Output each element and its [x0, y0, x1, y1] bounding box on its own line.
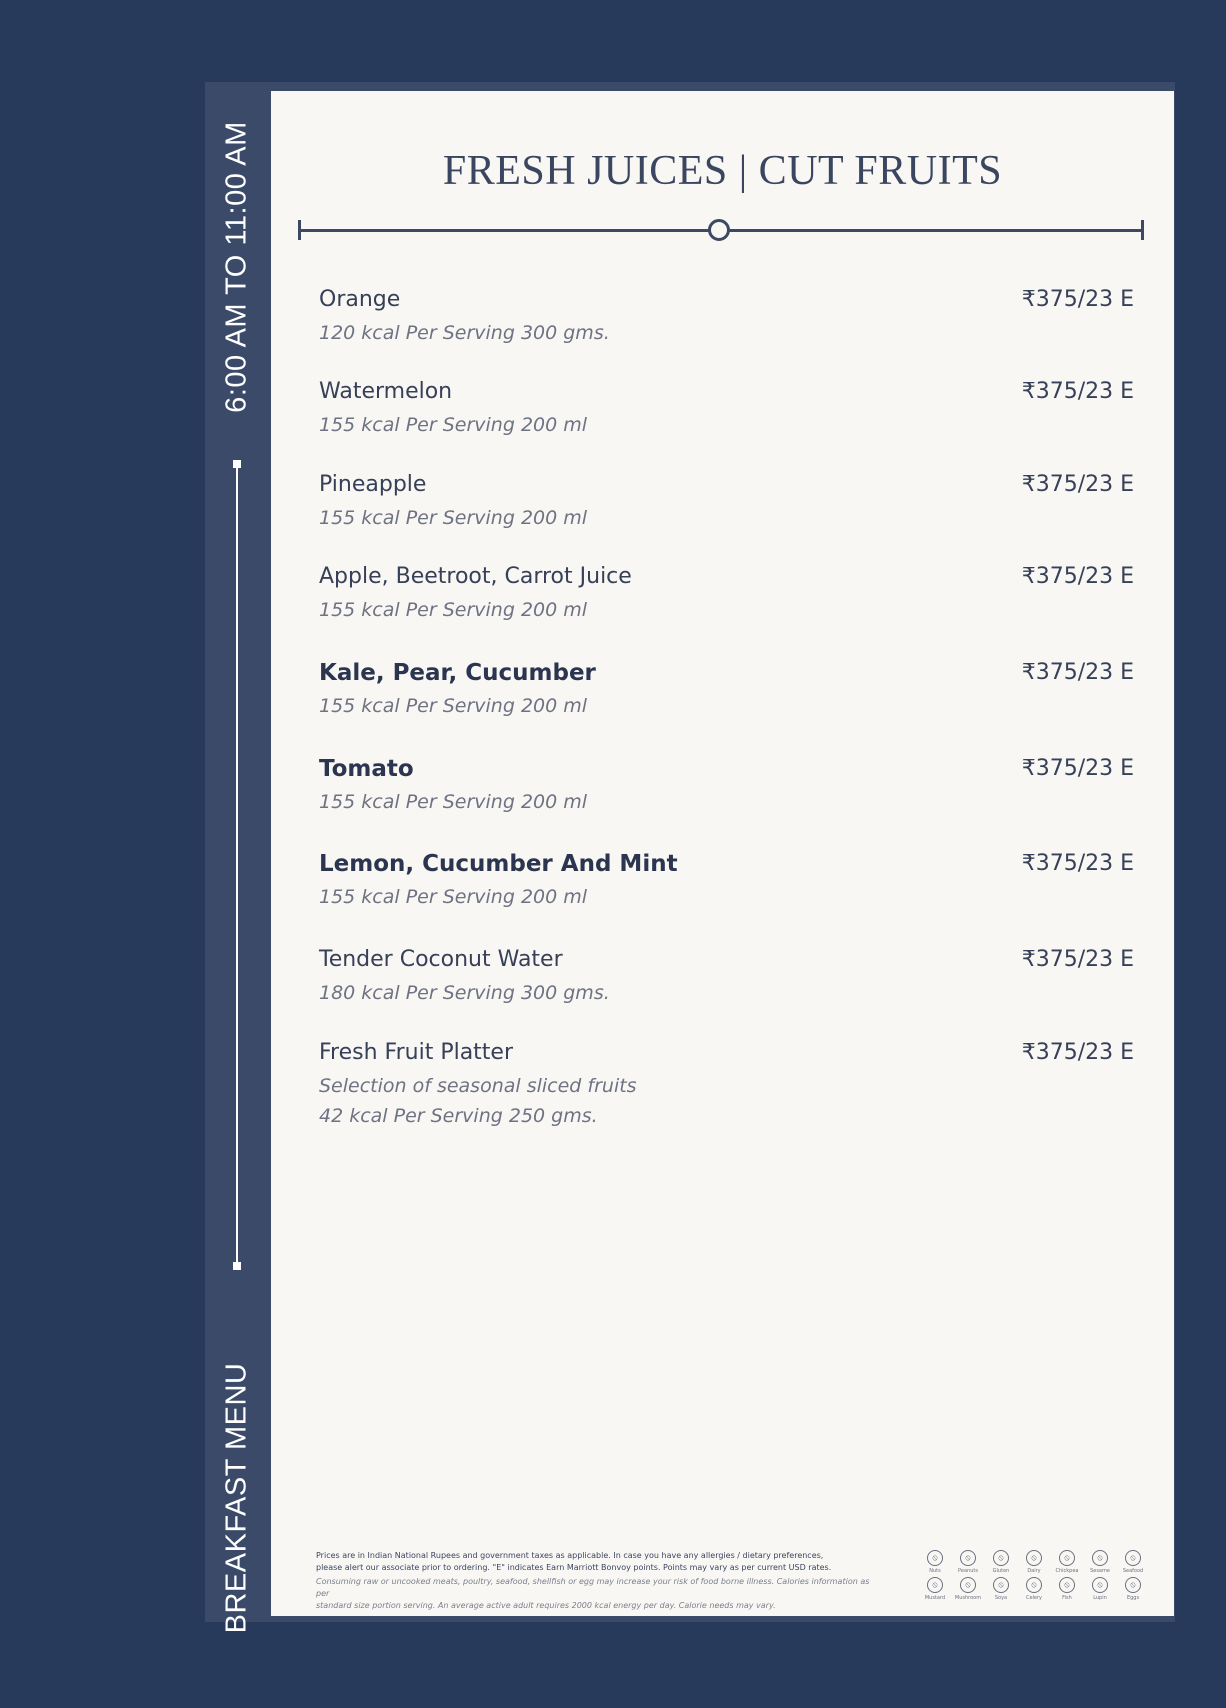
- item-price: ₹375/23 E: [1021, 756, 1134, 781]
- allergen-label: Seafood: [1122, 1568, 1144, 1574]
- allergen-item: [1020, 1550, 1048, 1574]
- item-name: Lemon, Cucumber And Mint: [319, 851, 678, 877]
- nuts-icon: ⦸: [927, 1550, 943, 1566]
- item-name: Tomato: [319, 756, 414, 782]
- item-name: Kale, Pear, Cucumber: [319, 660, 596, 686]
- sidebar-divider: [236, 467, 238, 1269]
- allergen-item: [1119, 1577, 1147, 1601]
- item-price: ₹375/23 E: [1021, 660, 1134, 685]
- dairy-icon: ⦸: [1026, 1550, 1042, 1566]
- footer-line: Prices are in Indian National Rupees and government taxes as applicable. In case you have any allergies / dietary preferences,: [316, 1551, 824, 1560]
- page-title: FRESH JUICES | CUT FRUITS: [442, 148, 1003, 194]
- item-price: ₹375/23 E: [1021, 851, 1134, 876]
- allergen-label: Mushroom: [954, 1595, 982, 1601]
- celery-icon: ⦸: [1026, 1577, 1042, 1593]
- mustard-icon: ⦸: [927, 1577, 943, 1593]
- menu-page: [271, 91, 1174, 1616]
- item-description: 120 kcal Per Serving 300 gms.: [319, 322, 610, 344]
- item-description: 155 kcal Per Serving 200 ml: [319, 507, 588, 529]
- lupin-icon: ⦸: [1092, 1577, 1108, 1593]
- item-name: Watermelon: [319, 379, 453, 404]
- allergen-item: [1020, 1577, 1048, 1601]
- allergen-label: Chickpea: [1055, 1568, 1079, 1574]
- menu-label: BREAKFAST MENU: [220, 1362, 253, 1634]
- service-hours: 6:00 AM TO 11:00 AM: [220, 121, 253, 413]
- item-description: Selection of seasonal sliced fruits: [319, 1075, 637, 1097]
- item-price: ₹375/23 E: [1021, 564, 1134, 589]
- footer-line: standard size portion serving. An average active adult requires 2000 kcal energy per day. Calorie needs may vary.: [316, 1601, 776, 1610]
- item-name: Tender Coconut Water: [319, 947, 563, 972]
- item-price: ₹375/23 E: [1021, 379, 1134, 404]
- allergen-item: [954, 1550, 982, 1574]
- allergen-item: [954, 1577, 982, 1601]
- item-name: Orange: [319, 287, 401, 312]
- item-description: 155 kcal Per Serving 200 ml: [319, 791, 588, 813]
- chickpea-icon: ⦸: [1059, 1550, 1075, 1566]
- peanuts-icon: ⦸: [960, 1550, 976, 1566]
- allergen-item: [1053, 1550, 1081, 1574]
- sidebar-line-cap-bottom: [233, 1262, 241, 1270]
- item-name: Apple, Beetroot, Carrot Juice: [319, 564, 632, 589]
- allergen-label: Celery: [1025, 1595, 1043, 1601]
- menu-item-lemon-cucumber-mint: [319, 850, 1134, 912]
- footer-line: Consuming raw or uncooked meats, poultry, seafood, shellfish or egg may increase your risk of food borne illness. Calories information as per: [316, 1577, 870, 1598]
- menu-item-tender-coconut-water: [319, 946, 1134, 1008]
- item-description: 155 kcal Per Serving 200 ml: [319, 886, 588, 908]
- item-price: ₹375/23 E: [1021, 472, 1134, 497]
- sidebar: [205, 82, 271, 1634]
- soya-icon: ⦸: [993, 1577, 1009, 1593]
- title-divider: [298, 219, 1144, 241]
- allergen-label: Nuts: [929, 1568, 941, 1574]
- allergen-item: [987, 1577, 1015, 1601]
- menu-item-kale-pear-cucumber: [319, 659, 1134, 721]
- divider-cap-left: [298, 220, 301, 240]
- item-price: ₹375/23 E: [1021, 1040, 1134, 1065]
- allergen-label: Gluten: [992, 1568, 1010, 1574]
- allergen-legend: [921, 1550, 1161, 1601]
- allergen-item: [1086, 1550, 1114, 1574]
- menu-item-fresh-fruit-platter: [319, 1039, 1134, 1131]
- gluten-icon: ⦸: [993, 1550, 1009, 1566]
- fish-icon: ⦸: [1059, 1577, 1075, 1593]
- footer-line: please alert our associate prior to ordering. "E" indicates Earn Marriott Bonvoy points. Points may vary as per current USD rates.: [316, 1563, 832, 1572]
- divider-ring-icon: [708, 219, 730, 241]
- item-name: Pineapple: [319, 472, 427, 497]
- mushroom-icon: ⦸: [960, 1577, 976, 1593]
- allergen-label: Peanuts: [958, 1568, 978, 1574]
- allergen-item: [921, 1577, 949, 1601]
- allergen-label: Sesame: [1090, 1568, 1110, 1574]
- item-calories: 42 kcal Per Serving 250 gms.: [319, 1105, 598, 1127]
- item-description: 155 kcal Per Serving 200 ml: [319, 599, 588, 621]
- allergen-item: [1086, 1577, 1114, 1601]
- footer-disclaimer: [316, 1550, 871, 1612]
- allergen-label: Fish: [1062, 1595, 1072, 1601]
- item-name: Fresh Fruit Platter: [319, 1040, 514, 1065]
- item-price: ₹375/23 E: [1021, 287, 1134, 312]
- allergen-label: Mustard: [924, 1595, 946, 1601]
- eggs-icon: ⦸: [1125, 1577, 1141, 1593]
- menu-item-tomato: [319, 755, 1134, 817]
- menu-item-apple-beetroot-carrot: [319, 563, 1134, 625]
- divider-cap-right: [1141, 220, 1144, 240]
- allergen-label: Lupin: [1093, 1595, 1107, 1601]
- menu-item-orange: [319, 286, 1134, 348]
- sesame-icon: ⦸: [1092, 1550, 1108, 1566]
- item-price: ₹375/23 E: [1021, 947, 1134, 972]
- allergen-label: Soya: [994, 1595, 1008, 1601]
- item-description: 180 kcal Per Serving 300 gms.: [319, 982, 610, 1004]
- allergen-label: Eggs: [1126, 1595, 1140, 1601]
- item-description: 155 kcal Per Serving 200 ml: [319, 695, 588, 717]
- allergen-item: [987, 1550, 1015, 1574]
- item-description: 155 kcal Per Serving 200 ml: [319, 414, 588, 436]
- allergen-label: Dairy: [1027, 1568, 1041, 1574]
- allergen-item: [1053, 1577, 1081, 1601]
- menu-item-watermelon: [319, 378, 1134, 440]
- allergen-item: [921, 1550, 949, 1574]
- menu-item-pineapple: [319, 471, 1134, 533]
- seafood-icon: ⦸: [1125, 1550, 1141, 1566]
- allergen-item: [1119, 1550, 1147, 1574]
